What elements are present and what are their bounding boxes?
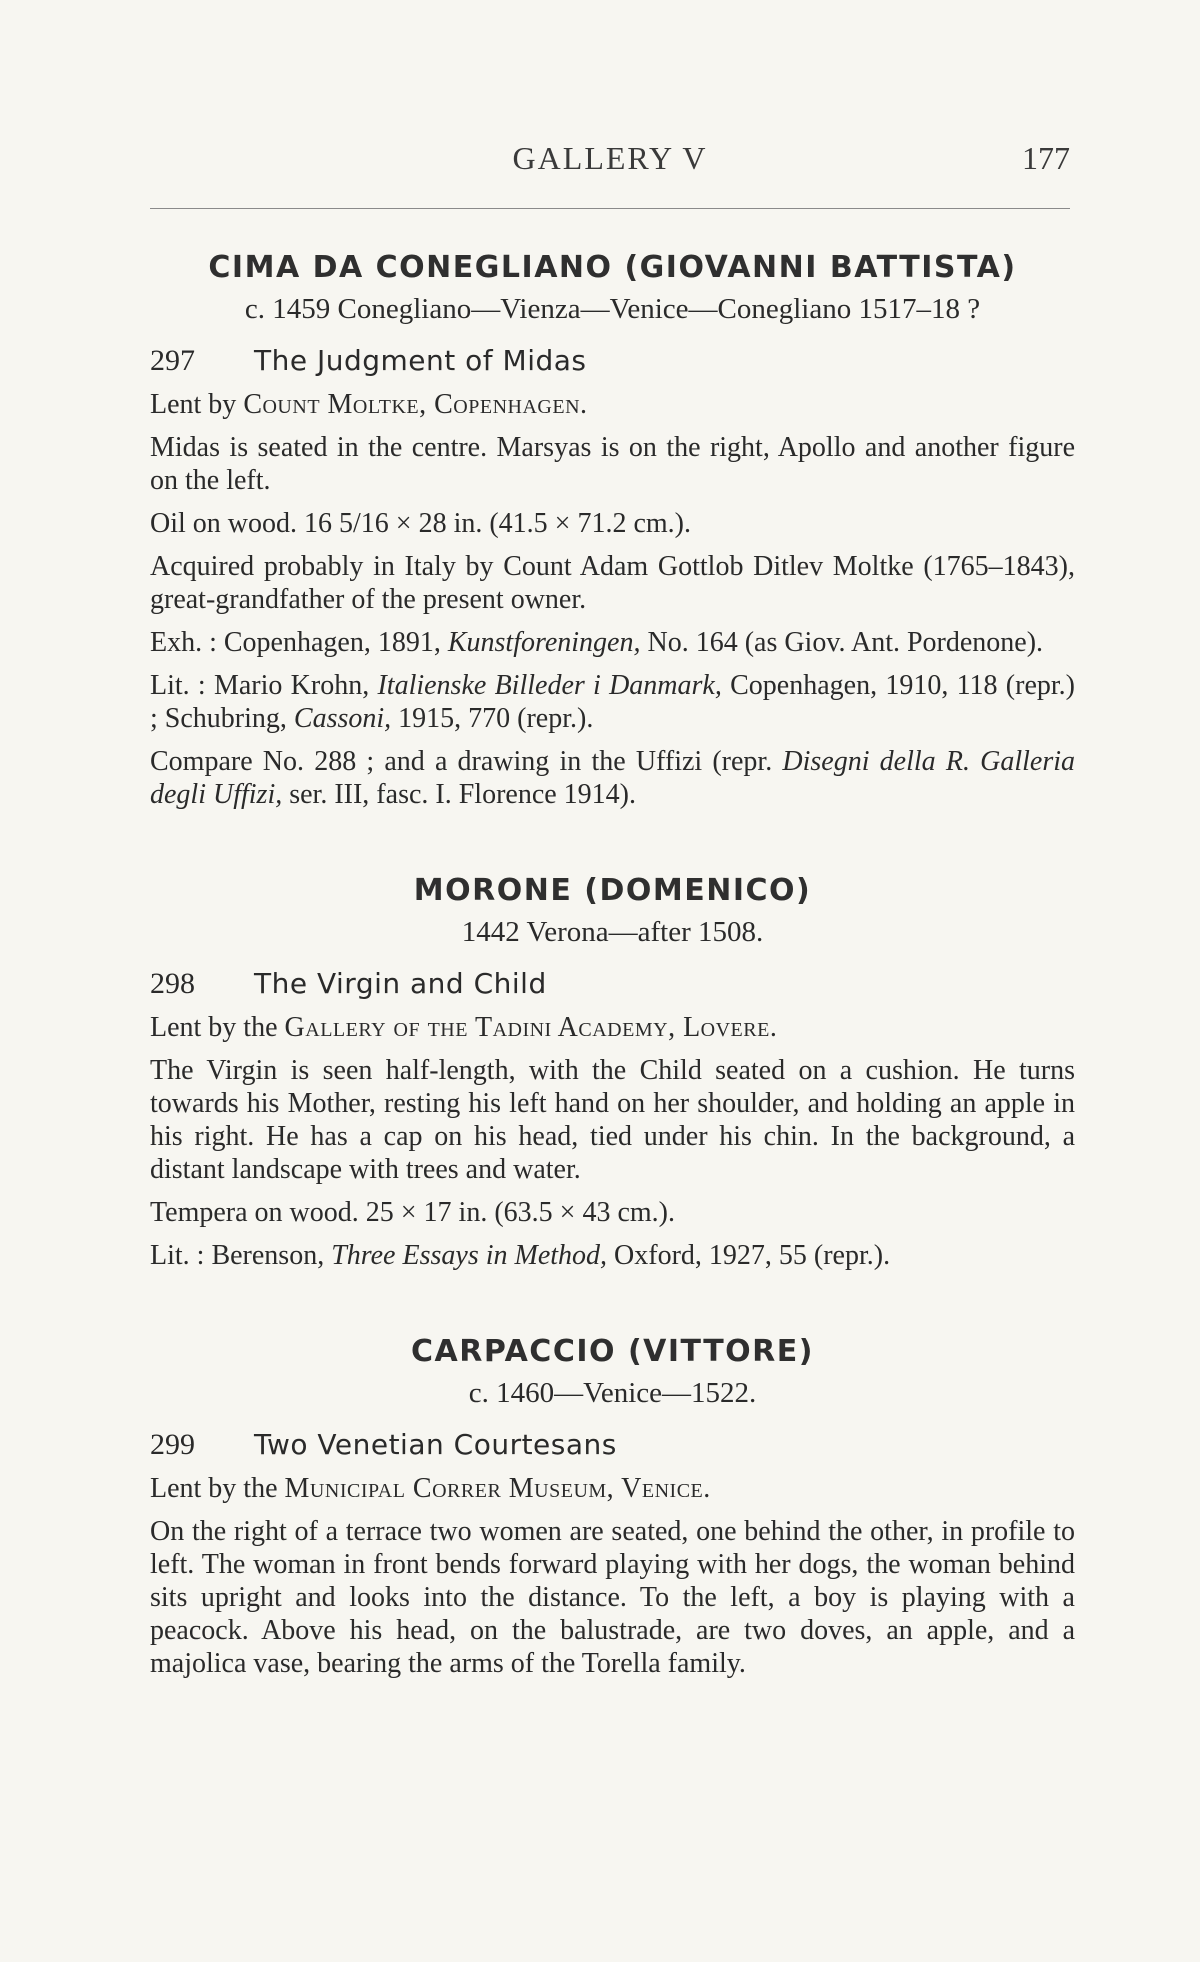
medium-dimensions: Tempera on wood. 25 × 17 in. (63.5 × 43 cm.). [150,1197,675,1228]
cmp-text: Compare No. 288 ; and a drawing in the Uffizi (repr. [150,746,783,777]
lender-name: Count Moltke, Copenhagen. [243,389,588,420]
exh-title: Kunstforeningen, [447,627,641,658]
catalogue-number: 299 [150,1428,195,1461]
description: On the right of a terrace two women are seated, one behind the other, in profile to left. The woman in front bends forward playing with her dogs, the woman behind sits upright and looks into the distance. To the left, a boy is playing with a peacock. Above his head, on the balustrade, are two doves, an apple, and a majolica vase, bearing the arms of the Torella family. [150,1516,1075,1679]
header-rule [150,208,1070,209]
exhibition [150,626,1075,659]
cmp-rest: ser. III, fasc. I. Florence 1914). [282,779,636,810]
lit-title: Three Essays in Method, [331,1240,608,1271]
lit-text: Lit. : Mario Krohn, [150,670,378,701]
description: The Virgin is seen half-length, with the Child seated on a cushion. He turns towards his Mother, resting his left hand on her shoulder, and holding an apple in his right. He has a cap on his head, tied under his chin. In the background, a distant landscape with trees and water. [150,1055,1075,1185]
lent-prefix: Lent by [150,389,244,420]
cmp-title: Disegni della R. Galleria degli Uffizi, [150,746,1075,810]
catalogue-number: 298 [150,967,195,1000]
lit-rest: Oxford, 1927, 55 (repr.). [607,1240,891,1271]
catalogue-content [150,250,1075,1690]
description: Midas is seated in the centre. Marsyas is on the right, Apollo and another figure on the left. [150,432,1075,496]
running-head [150,140,1070,190]
lender-line [150,1011,1075,1044]
lender-line [150,388,1075,421]
artist-section-morone [150,873,1075,1272]
entry-heading [150,967,1075,1001]
section-gap [150,1282,1075,1334]
artist-dates: c. 1459 Conegliano—Vienza—Venice—Conegliano 1517–18 ? [244,293,981,325]
lit-title: Italienske Billeder i Danmark, [377,670,722,701]
exh-text: Exh. : Copenhagen, 1891, [150,627,448,658]
provenance: Acquired probably in Italy by Count Adam Gottlob Ditlev Moltke (1765–1843), great-grandfather of the present owner. [150,551,1075,615]
artwork-title: The Judgment of Midas [254,344,587,377]
page-number: 177 [1022,140,1070,176]
artist-name: CARPACCIO (VITTORE) [411,1334,814,1369]
lender-line [150,1472,1075,1505]
lent-prefix: Lent by the [150,1012,285,1043]
literature [150,669,1075,735]
artist-section-cima [150,250,1075,811]
medium-dimensions: Oil on wood. 16 5/16 × 28 in. (41.5 × 71.2 cm.). [150,508,691,539]
exh-rest: No. 164 (as Giov. Ant. Pordenone). [640,627,1044,658]
artist-name: CIMA DA CONEGLIANO (GIOVANNI BATTISTA) [208,250,1017,285]
lit-rest: 1915, 770 (repr.). [391,703,594,734]
gallery-title: GALLERY V [512,140,708,176]
lit-text: Lit. : Berenson, [150,1240,332,1271]
artist-dates: 1442 Verona—after 1508. [461,916,764,948]
entry-heading [150,1428,1075,1462]
artist-section-carpaccio [150,1334,1075,1680]
artwork-title: Two Venetian Courtesans [254,1428,617,1461]
artwork-title: The Virgin and Child [254,967,547,1000]
artist-dates: c. 1460—Venice—1522. [468,1377,757,1409]
lit-title-2: Cassoni, [293,703,392,734]
catalogue-number: 297 [150,344,195,377]
entry-heading [150,344,1075,378]
section-gap [150,821,1075,873]
literature [150,1239,1075,1272]
compare-note [150,745,1075,811]
artist-name: MORONE (DOMENICO) [413,873,812,908]
lender-name: Gallery of the Tadini Academy, Lovere. [284,1012,778,1043]
lit-mid: Copenhagen, 1910, 118 (repr.) ; Schubring, [150,670,1075,734]
lender-name: Municipal Correr Museum, Venice. [284,1473,711,1504]
lent-prefix: Lent by the [150,1473,285,1504]
